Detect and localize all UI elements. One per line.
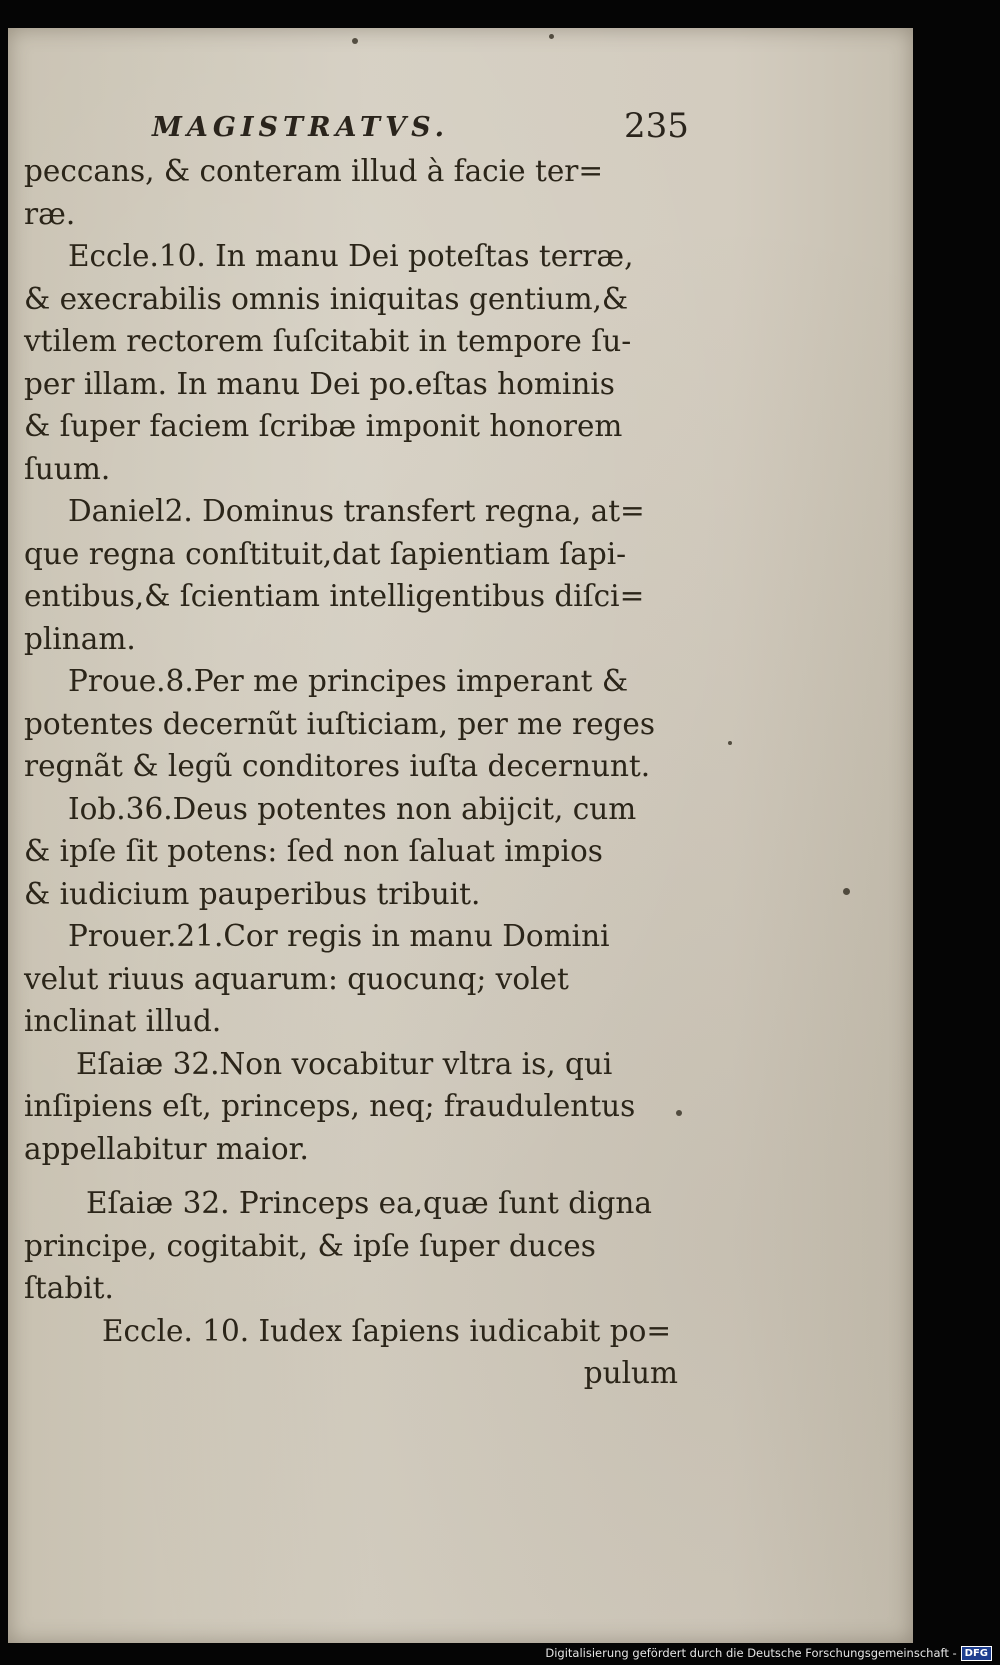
text-line: regnãt & legũ conditores iuſta decernunt.: [24, 749, 651, 783]
text-line: Daniel2. Dominus transfert regna, at=: [68, 494, 645, 528]
page-header: [8, 106, 913, 154]
digitization-credit: [0, 1646, 992, 1661]
text-line: & ipſe ſit potens: ſed non ſaluat impios: [24, 834, 603, 868]
text-line: Iob.36.Deus potentes non abijcit, cum: [68, 791, 637, 826]
ink-spot: [352, 38, 358, 44]
text-line: Proue.8.Per me principes imperant &: [68, 664, 629, 698]
dfg-logo: DFG: [961, 1646, 992, 1661]
text-line: inclinat illud.: [24, 1004, 222, 1038]
text-line: Prouer.21.Cor regis in manu Domini: [68, 919, 610, 953]
text-line: inſipiens eſt, princeps, neq; fraudulentus: [24, 1089, 636, 1123]
text-line: Eſaiæ 32.Non vocabitur vltra is, qui: [76, 1046, 613, 1081]
credit-text: Digitalisierung gefördert durch die Deutsche Forschungsgemeinschaft -: [545, 1646, 957, 1660]
ink-spot: [843, 888, 850, 895]
text-line: & iudicium pauperibus tribuit.: [24, 876, 481, 911]
ink-spot: [728, 741, 732, 745]
text-line: & ſuper faciem ſcribæ imponit honorem: [24, 409, 623, 443]
text-line: plinam.: [24, 621, 136, 656]
text-line: vtilem rectorem ſuſcitabit in tempore ſu-: [24, 324, 632, 358]
text-line: Eccle. 10. Iudex ſapiens iudicabit po=: [102, 1313, 672, 1348]
catchword: pulum: [583, 1356, 678, 1390]
running-head: MAGISTRATVS.: [152, 112, 450, 143]
text-line: Eccle.10. In manu Dei poteſtas terræ,: [68, 239, 634, 273]
body-text: [24, 150, 678, 1395]
text-line: Eſaiæ 32. Princeps ea,quæ ſunt digna: [86, 1186, 652, 1220]
text-line: entibus,& ſcientiam intelligentibus diſci=: [24, 579, 645, 613]
text-line: ræ.: [24, 196, 76, 231]
text-line: que regna conſtituit,dat ſapientiam ſapi-: [24, 536, 627, 571]
text-line: principe, cogitabit, & ipſe ſuper duces: [24, 1228, 596, 1263]
page-number: 235: [624, 106, 689, 146]
text-line: velut riuus aquarum: quocunq; volet: [24, 961, 569, 996]
text-line: ſuum.: [24, 451, 111, 486]
ink-spot: [549, 34, 554, 39]
text-line: potentes decernũt iuſticiam, per me reges: [24, 706, 656, 741]
book-page: [8, 28, 913, 1643]
text-line: & execrabilis omnis iniquitas gentium,&: [24, 281, 629, 316]
text-line: peccans, & conteram illud à facie ter=: [24, 154, 604, 188]
text-line: per illam. In manu Dei po.eſtas hominis: [24, 366, 615, 401]
text-line: appellabitur maior.: [24, 1131, 309, 1166]
text-line: ſtabit.: [24, 1271, 114, 1305]
